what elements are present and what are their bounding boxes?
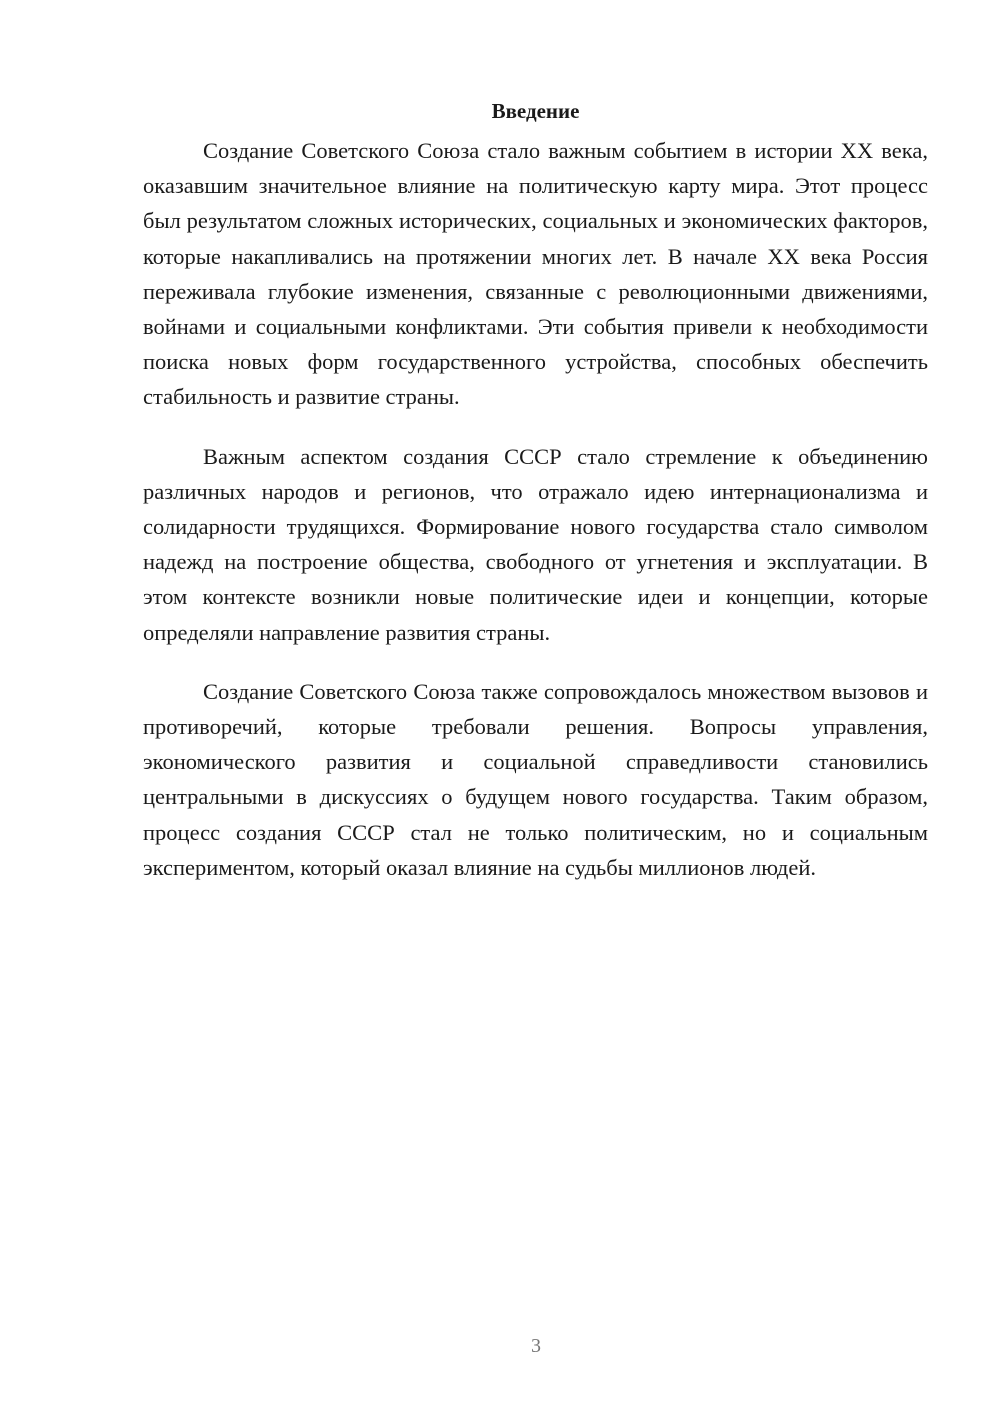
paragraph-2: Важным аспектом создания СССР стало стремление к объединению различных народов и регионов, что отражало идею интернационализма и солидарности трудящихся. Формирование нового государства стало символом надежд на построение общества, свободного от угнетения и эксплуатации. В этом контексте возникли новые политические идеи и концепции, которые определяли направление развития страны. <box>143 443 928 645</box>
page-content <box>143 96 928 909</box>
page-number: 3 <box>531 1335 541 1357</box>
section-heading: Введение <box>491 99 580 123</box>
paragraph-3: Создание Советского Союза также сопровождалось множеством вызовов и противоречий, которые требовали решения. Вопросы управления, экономического развития и социальной справедливости становились центральными в дискуссиях о будущем нового государства. Таким образом, процесс создания СССР стал не только политическим, но и социальным экспериментом, который оказал влияние на судьбы миллионов людей. <box>143 678 928 880</box>
paragraph-1: Создание Советского Союза стало важным событием в истории XX века, оказавшим значительное влияние на политическую карту мира. Этот процесс был результатом сложных исторических, социальных и экономических факторов, которые накапливались на протяжении многих лет. В начале XX века Россия переживала глубокие изменения, связанные с революционными движениями, войнами и социальными конфликтами. Эти события привели к необходимости поиска новых форм государственного устройства, способных обеспечить стабильность и развитие страны. <box>143 138 928 410</box>
